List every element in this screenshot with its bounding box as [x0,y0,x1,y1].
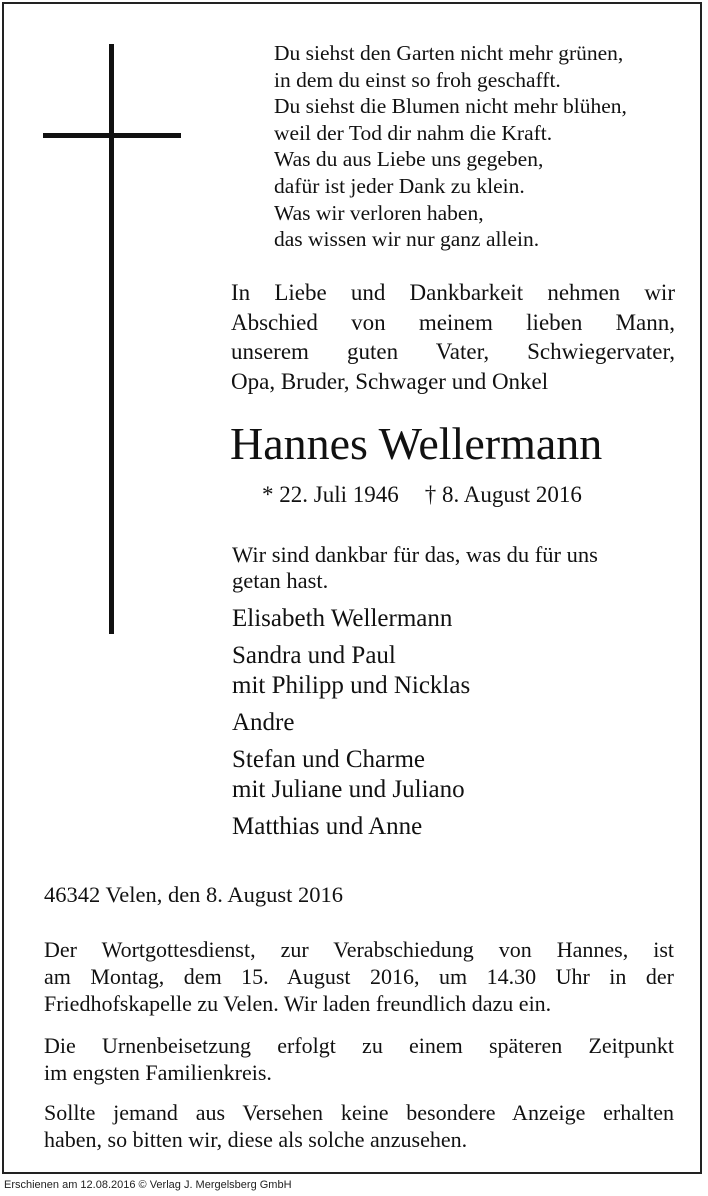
thanks-line: Wir sind dankbar für das, was du für uns [232,542,598,567]
cross-icon-bar [43,133,181,138]
mourner-group [232,604,672,634]
paragraph-line: Der Wortgottesdienst, zur Verabschiedung von Hannes, ist [44,937,674,962]
poem-line: weil der Tod dir nahm die Kraft. [274,120,553,145]
mourner-line: Elisabeth Wellermann [232,605,453,632]
thanks-line: getan hast. [232,568,329,593]
paragraph-line: am Montag, dem 15. August 2016, um 14.30 Uhr in der [44,964,674,989]
obituary-frame [2,2,702,1174]
poem-line: Was du aus Liebe uns gegeben, [274,147,544,172]
intro-text [231,278,675,396]
intro-line: In Liebe und Dankbarkeit nehmen wir [231,280,675,305]
mourner-line: Sandra und Paul [232,642,396,669]
burial-paragraph [44,1032,674,1086]
mourner-group [232,812,672,842]
service-paragraph [44,936,674,1017]
mourners-list [232,604,672,849]
mourner-line: Stefan und Charme [232,746,426,773]
poem-line: dafür ist jeder Dank zu klein. [274,173,525,198]
mourner-group [232,641,672,701]
notice-paragraph [44,1099,674,1153]
place-date: 46342 Velen, den 8. August 2016 [44,882,343,907]
paragraph-line: haben, so bitten wir, diese als solche anzusehen. [44,1127,468,1152]
mourner-group [232,745,672,805]
thanks-text [232,542,672,594]
publication-footer: Erschienen am 12.08.2016 © Verlag J. Mergelsberg GmbH [4,1179,292,1191]
mourner-line: mit Philipp und Nicklas [232,672,471,699]
death-date: † 8. August 2016 [424,482,582,507]
intro-line: Opa, Bruder, Schwager und Onkel [231,368,549,394]
poem-line: Du siehst die Blumen nicht mehr blühen, [274,94,627,119]
life-dates [262,480,682,510]
poem-line: in dem du einst so froh geschafft. [274,67,561,92]
paragraph-line: Sollte jemand aus Versehen keine besondere Anzeige erhalten [44,1100,674,1125]
poem-line: das wissen wir nur ganz allein. [274,227,540,252]
deceased-name: Hannes Wellermann [230,418,603,469]
mourner-line: Matthias und Anne [232,813,423,840]
paragraph-line: im engsten Familienkreis. [44,1060,272,1085]
intro-line: Abschied von meinem lieben Mann, [231,309,675,335]
paragraph-line: Friedhofskapelle zu Velen. Wir laden freundlich dazu ein. [44,991,552,1016]
paragraph-line: Die Urnenbeisetzung erfolgt zu einem späteren Zeitpunkt [44,1033,674,1058]
intro-line: unserem guten Vater, Schwiegervater, [231,339,675,364]
birth-date: * 22. Juli 1946 [262,482,399,507]
mourner-group [232,708,672,738]
poem [274,40,694,253]
poem-line: Was wir verloren haben, [274,200,484,225]
poem-line: Du siehst den Garten nicht mehr grünen, [274,41,624,65]
mourner-line: Andre [232,709,295,736]
mourner-line: mit Juliane und Juliano [232,776,465,803]
